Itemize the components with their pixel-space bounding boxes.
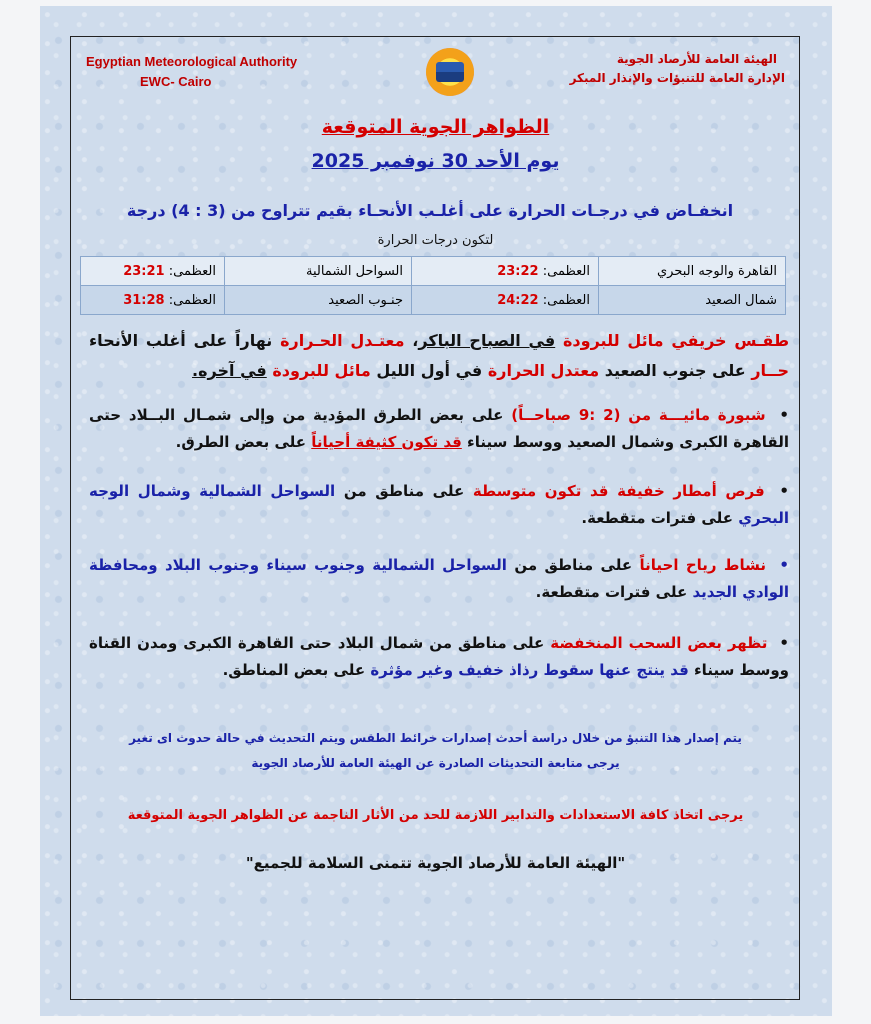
bullet-part: على بعض المناطق. [222,661,366,679]
sub-headline: لتكون درجات الحرارة [377,233,494,248]
bullet-part: على فترات متقطعة. [535,583,688,601]
summary-part: طقـس خريفي مائل للبرودة [562,331,790,350]
bullet-dot-icon: • [779,482,789,500]
bullet-clouds [89,630,789,684]
weather-summary [89,326,789,386]
bullet-part: على مناطق من [343,482,465,500]
org-sub-ar: الإدارة العامة للتنبؤات والإنذار المبكر [569,71,785,85]
summary-part: في الصباح الباكر [418,331,556,350]
bullet-part: على فترات متقطعة. [581,509,733,527]
region-cell: السواحل الشمالية [225,257,412,286]
bullet-part: على بعض الطرق. [175,433,307,451]
max-label: العظمى: [168,263,216,279]
bullet-part: على مناطق من [514,556,633,574]
bullet-part: قد ينتج عنها سقوط رذاذ خفيف وغير مؤثرة [370,661,689,679]
org-sub-en: EWC- Cairo [140,74,212,89]
max-cell [412,257,599,286]
bullet-part: على مناطق من شمال البلاد حتى القاهرة الكبرى ومدن القناة ووسط سيناء [89,634,789,679]
bullet-part: السواحل الشمالية وشمال الوجه البحري [89,482,789,527]
headline: انخفـاض في درجـات الحرارة على أغلـب الأنحـاء بقيم تتراوح من (3 : 4) درجة [126,201,734,220]
max-value: 24:22 [497,292,539,308]
bullet-dot-icon: • [779,634,789,652]
bullet-part: تظهر بعض السحب المنخفضة [550,634,768,652]
bullet-rain [89,478,789,532]
bullet-fog [89,402,789,456]
bullet-part: قد تكون كثيفة أحياناً [311,433,462,451]
summary-part: معتدل الحرارة [487,361,600,380]
max-cell [412,286,599,315]
table-row [81,257,786,286]
org-name-en: Egyptian Meteorological Authority [86,54,298,69]
summary-part: على جنوب الصعيد [604,361,746,380]
temperature-table [80,256,786,315]
bullet-part: فرص أمطار خفيفة قد تكون متوسطة [472,482,765,500]
summary-part: في أول الليل [376,361,483,380]
bullet-dot-icon: • [779,556,789,574]
max-cell [81,257,225,286]
summary-part: مائل للبرودة [272,361,371,380]
bullet-part: شبورة مائيـــة من (2 :9 صباحــاً) [511,406,766,424]
table-row [81,286,786,315]
region-cell: جنـوب الصعيد [225,286,412,315]
max-value: 31:28 [123,292,165,308]
page-title: الظواهر الجوية المتوقعة [321,116,550,138]
max-label: العظمى: [542,263,590,279]
region-cell: شمال الصعيد [599,286,786,315]
org-name-ar: الهيئة العامة للأرصاد الجوية [616,52,777,66]
summary-part: حــار [751,361,789,380]
max-value: 23:21 [123,263,165,279]
ema-logo-icon [426,48,474,96]
bullet-dot-icon: • [779,406,789,424]
bullet-part: السواحل الشمالية وجنوب سيناء وجنوب البلاد ومحافظة الوادي الجديد [89,556,789,601]
max-label: العظمى: [542,292,590,308]
summary-part: نهاراً على أغلب الأنحاء [89,331,273,350]
bullet-part: على بعض الطرق المؤدية من وإلى شمـال البــلاد حتى القاهرة الكبرى وشمال الصعيد ووسط سيناء [89,406,789,451]
forecast-date: يوم الأحد 30 نوفمبر 2025 [311,150,560,172]
footer-note-1: يتم إصدار هذا التنبؤ من خلال دراسة أحدث إصدارات خرائط الطقس ويتم التحديث في حالة حدوث اى تغير [129,731,742,745]
footer-note-2: يرجى متابعة التحديثات الصادرة عن الهيئة العامة للأرصاد الجوية [251,756,620,770]
summary-part: معتـدل الحـرارة [280,331,405,350]
footer-closing: "الهيئة العامة للأرصاد الجوية تتمنى السلامة للجميع" [245,854,626,872]
bullet-part: نشاط رياح احياناً [639,556,767,574]
footer-warning: يرجى اتخاذ كافة الاستعدادات والتدابير اللازمة للحد من الأثار الناجمة عن الظواهر الجوية المتوقعة [127,808,744,823]
summary-part: ، [412,331,419,350]
summary-part: في آخره. [192,361,267,380]
max-cell [81,286,225,315]
max-label: العظمى: [168,292,216,308]
region-cell: القاهرة والوجه البحري [599,257,786,286]
max-value: 23:22 [497,263,539,279]
bullet-wind [89,552,789,606]
